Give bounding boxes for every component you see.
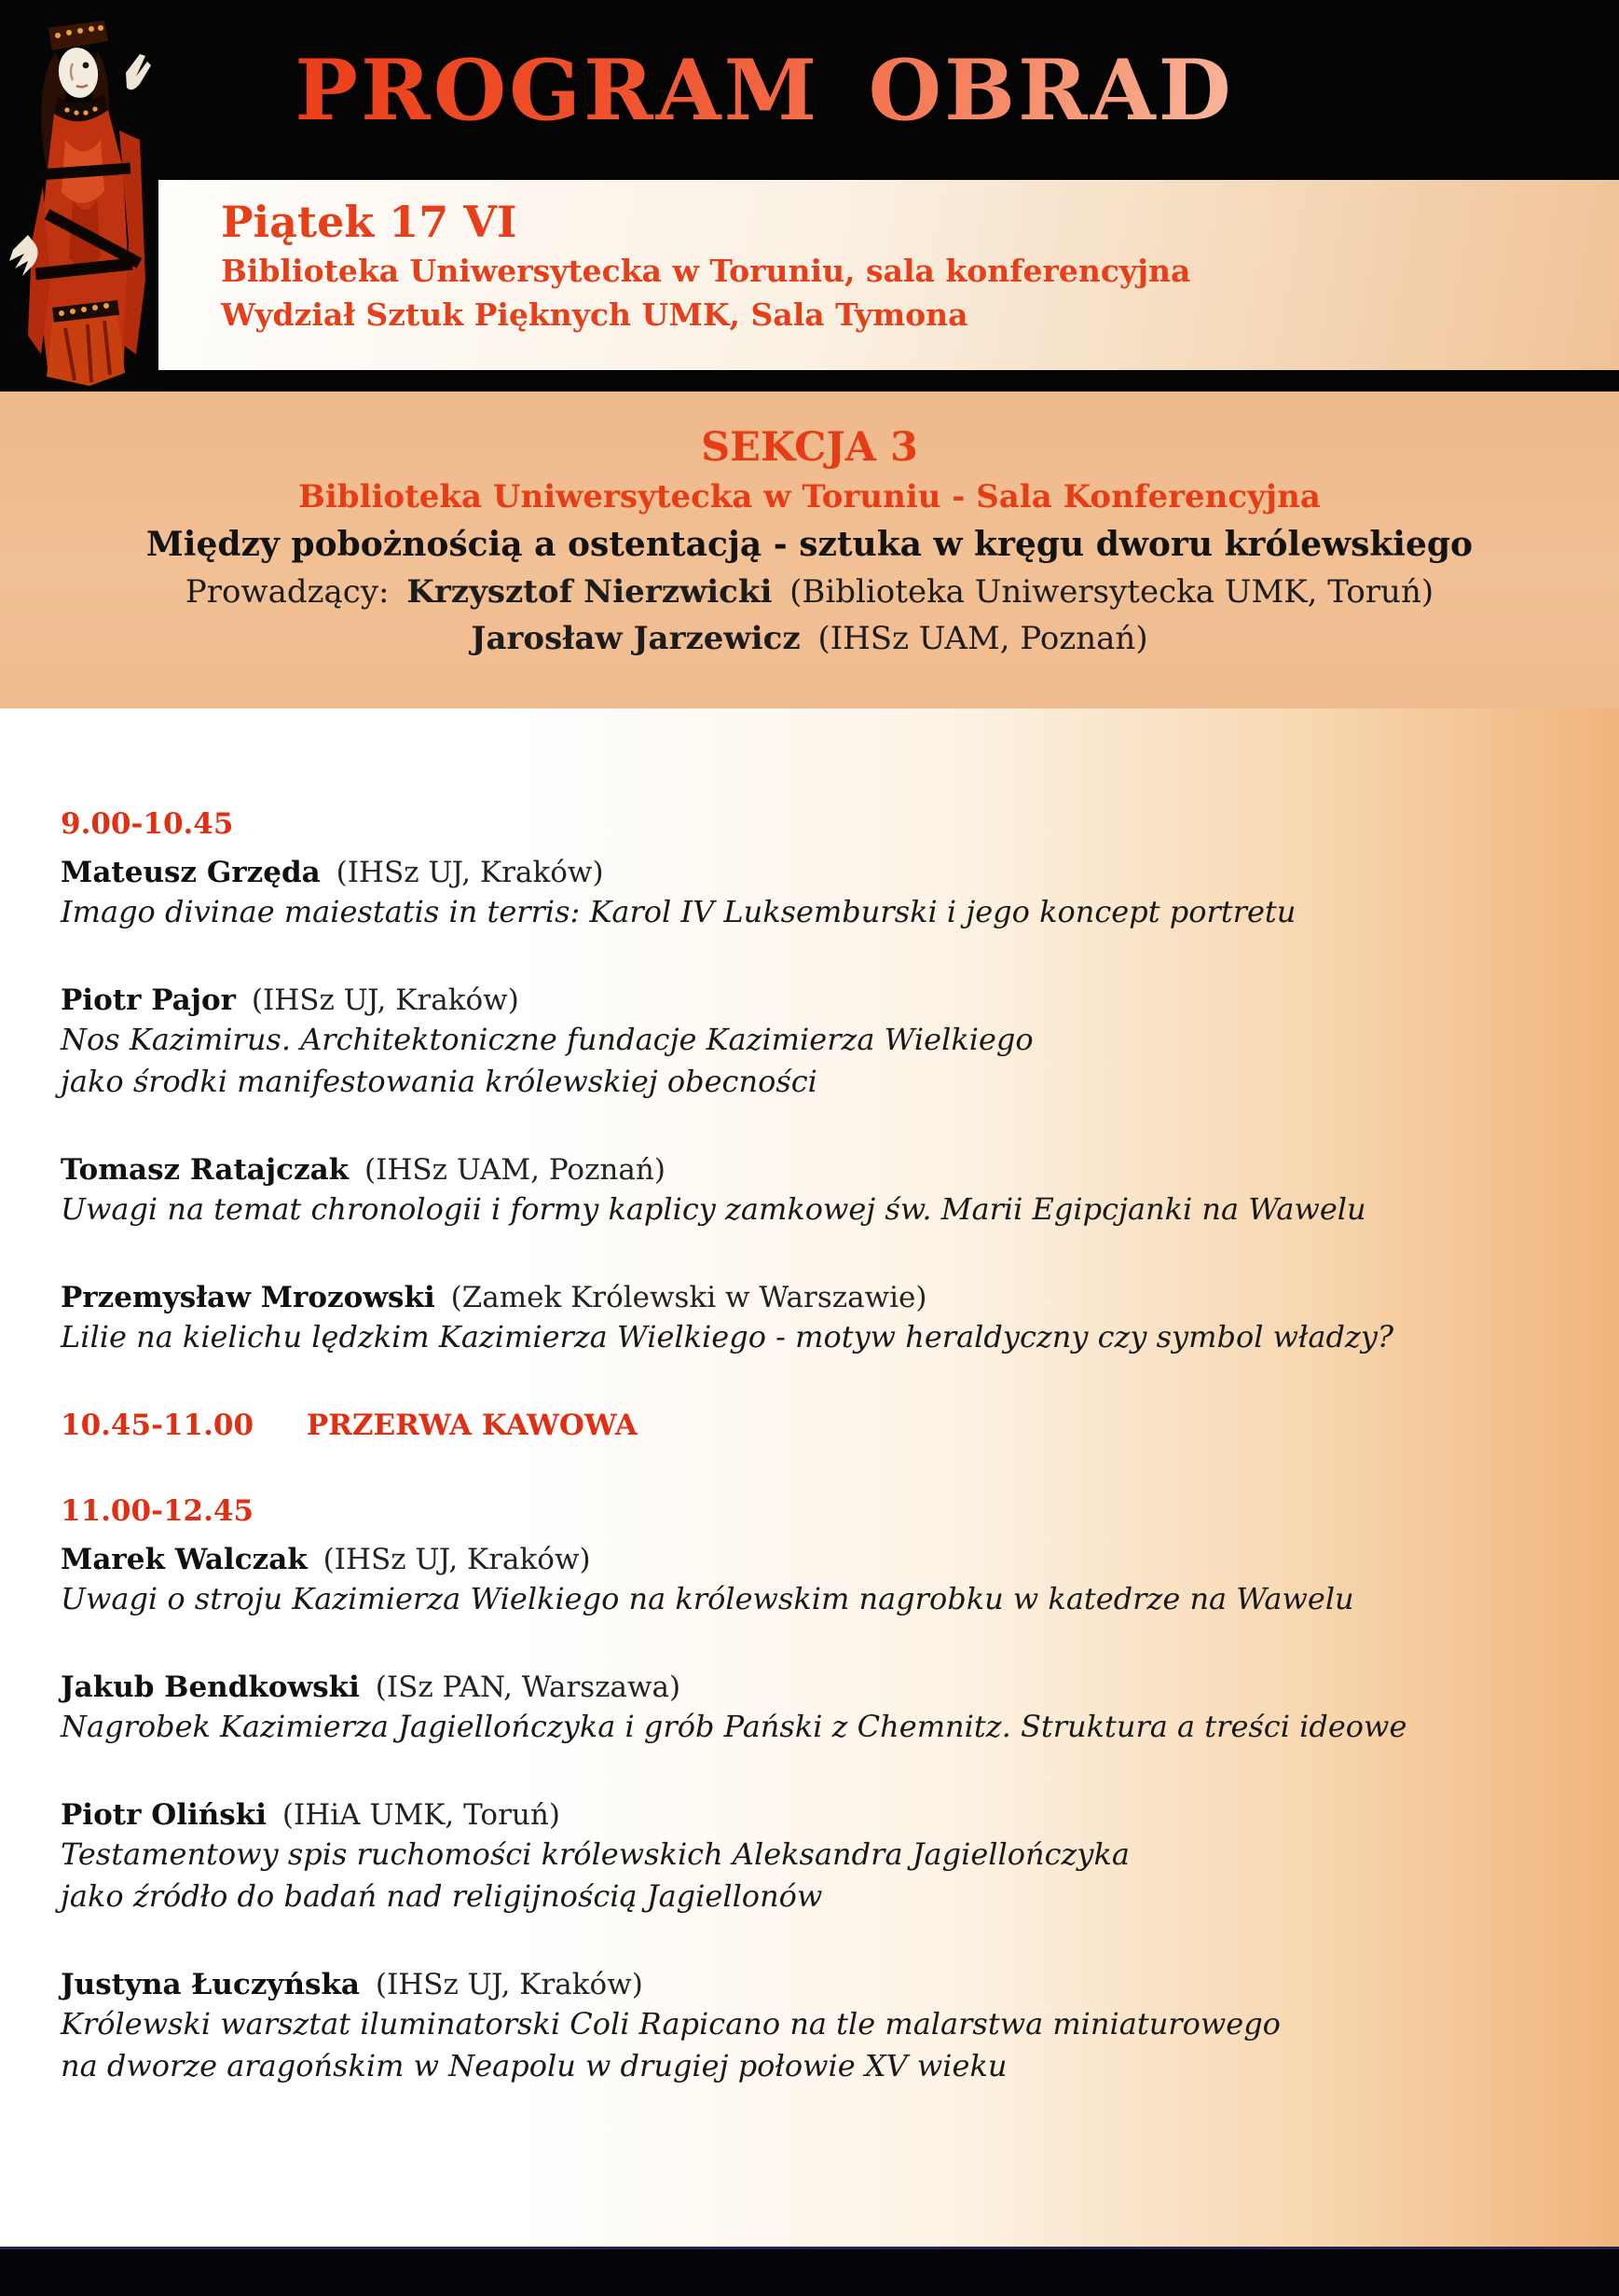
section-banner	[0, 392, 1619, 708]
speaker-affiliation: (IHSz UJ, Kraków)	[322, 1543, 591, 1576]
talk-title-line: Lilie na kielichu lędzkim Kazimierza Wielkiego - motyw heraldyczny czy symbol władzy?	[61, 1319, 1394, 1354]
talk-entry	[61, 982, 1563, 1103]
break-time: 10.45-11.00	[61, 1409, 254, 1442]
section-location: Biblioteka Uniwersytecka w Toruniu - Sala Konferencyjna	[298, 478, 1321, 516]
footer-bar	[0, 2247, 1619, 2296]
speaker-name: Tomasz Ratajczak	[61, 1153, 350, 1187]
speaker-name: Przemysław Mrozowski	[61, 1281, 435, 1314]
speaker-line	[61, 1151, 1563, 1189]
talk-title-line: Uwagi na temat chronologii i formy kaplicy zamkowej św. Marii Egipcjanki na Wawelu	[61, 1191, 1366, 1227]
page-title: PROGRAM OBRAD	[158, 0, 1370, 180]
speaker-line	[61, 1541, 1563, 1578]
speaker-name: Jakub Bendkowski	[61, 1670, 360, 1704]
day-heading: Piątek 17 VI	[221, 197, 517, 247]
speaker-name: Piotr Oliński	[61, 1798, 268, 1832]
medieval-royal-figure-image	[0, 0, 158, 392]
talk-title-line: jako źródło do badań nad religijnością Jagiellonów	[61, 1878, 823, 1914]
speaker-name: Justyna Łuczyńska	[61, 1968, 361, 2001]
chair-prefix: Prowadzący:	[185, 573, 390, 611]
time-slot: 11.00-12.45	[61, 1494, 254, 1528]
speaker-affiliation: (IHSz UJ, Kraków)	[375, 1968, 643, 2001]
venue-line-2: Wydział Sztuk Pięknych UMK, Sala Tymona	[221, 296, 968, 333]
speaker-line	[61, 854, 1563, 891]
talk-entry	[61, 854, 1563, 933]
chair-affiliation: (IHSz UAM, Poznań)	[817, 620, 1148, 657]
talk-title-line: jako środki manifestowania królewskiej obecności	[61, 1064, 817, 1099]
talk-entry	[61, 1151, 1563, 1230]
section-title: SEKCJA 3	[701, 424, 918, 471]
break-label: PRZERWA KAWOWA	[306, 1409, 638, 1442]
chair-name: Krzysztof Nierzwicki	[406, 573, 773, 611]
talk-title-line: Nos Kazimirus. Architektoniczne fundacje Kazimierza Wielkiego	[61, 1022, 1034, 1057]
speaker-name: Piotr Pajor	[61, 983, 236, 1017]
coffee-break	[61, 1407, 1563, 1444]
speaker-affiliation: (IHSz UJ, Kraków)	[336, 856, 604, 889]
time-slot: 9.00-10.45	[61, 807, 234, 841]
talk-entry	[61, 1541, 1563, 1620]
talk-title-line: Testamentowy spis ruchomości królewskich Aleksandra Jagiellończyka	[61, 1836, 1130, 1872]
speaker-line	[61, 982, 1563, 1019]
section-theme: Między pobożnością a ostentacją - sztuka w kręgu dworu królewskiego	[145, 525, 1474, 564]
speaker-affiliation: (Zamek Królewski w Warszawie)	[450, 1281, 927, 1314]
speaker-name: Mateusz Grzęda	[61, 856, 321, 889]
venue-line-1: Biblioteka Uniwersytecka w Toruniu, sala konferencyjna	[221, 253, 1191, 289]
talk-entry	[61, 1279, 1563, 1358]
speaker-name: Marek Walczak	[61, 1543, 308, 1576]
intro-panel	[158, 180, 1619, 370]
speaker-line	[61, 1796, 1563, 1834]
schedule-list	[0, 708, 1619, 2247]
talk-title-line: Nagrobek Kazimierza Jagiellończyka i grób Pański z Chemnitz. Struktura a treści ideowe	[61, 1709, 1407, 1744]
talk-entry	[61, 1966, 1563, 2087]
speaker-line	[61, 1966, 1563, 2003]
chair-name: Jarosław Jarzewicz	[471, 620, 801, 657]
speaker-affiliation: (IHSz UAM, Poznań)	[364, 1153, 665, 1187]
section-chair-line-2	[0, 615, 1619, 662]
speaker-line	[61, 1279, 1563, 1316]
chair-affiliation: (Biblioteka Uniwersytecka UMK, Toruń)	[789, 573, 1434, 611]
talk-entry	[61, 1669, 1563, 1748]
talk-title-line: Uwagi o stroju Kazimierza Wielkiego na królewskim nagrobku w katedrze na Wawelu	[61, 1581, 1354, 1616]
talk-title-line: Imago divinae maiestatis in terris: Karol IV Luksemburski i jego koncept portretu	[61, 894, 1297, 929]
speaker-affiliation: (IHSz UJ, Kraków)	[251, 983, 519, 1017]
speaker-affiliation: (IHiA UMK, Toruń)	[281, 1798, 560, 1832]
speaker-affiliation: (ISz PAN, Warszawa)	[375, 1670, 681, 1704]
talk-title-line: na dworze aragońskim w Neapolu w drugiej połowie XV wieku	[61, 2048, 1008, 2083]
speaker-line	[61, 1669, 1563, 1706]
talk-title-line: Królewski warsztat iluminatorski Coli Rapicano na tle malarstwa miniaturowego	[61, 2006, 1281, 2042]
talk-entry	[61, 1796, 1563, 1918]
section-chair-line-1	[0, 569, 1619, 615]
